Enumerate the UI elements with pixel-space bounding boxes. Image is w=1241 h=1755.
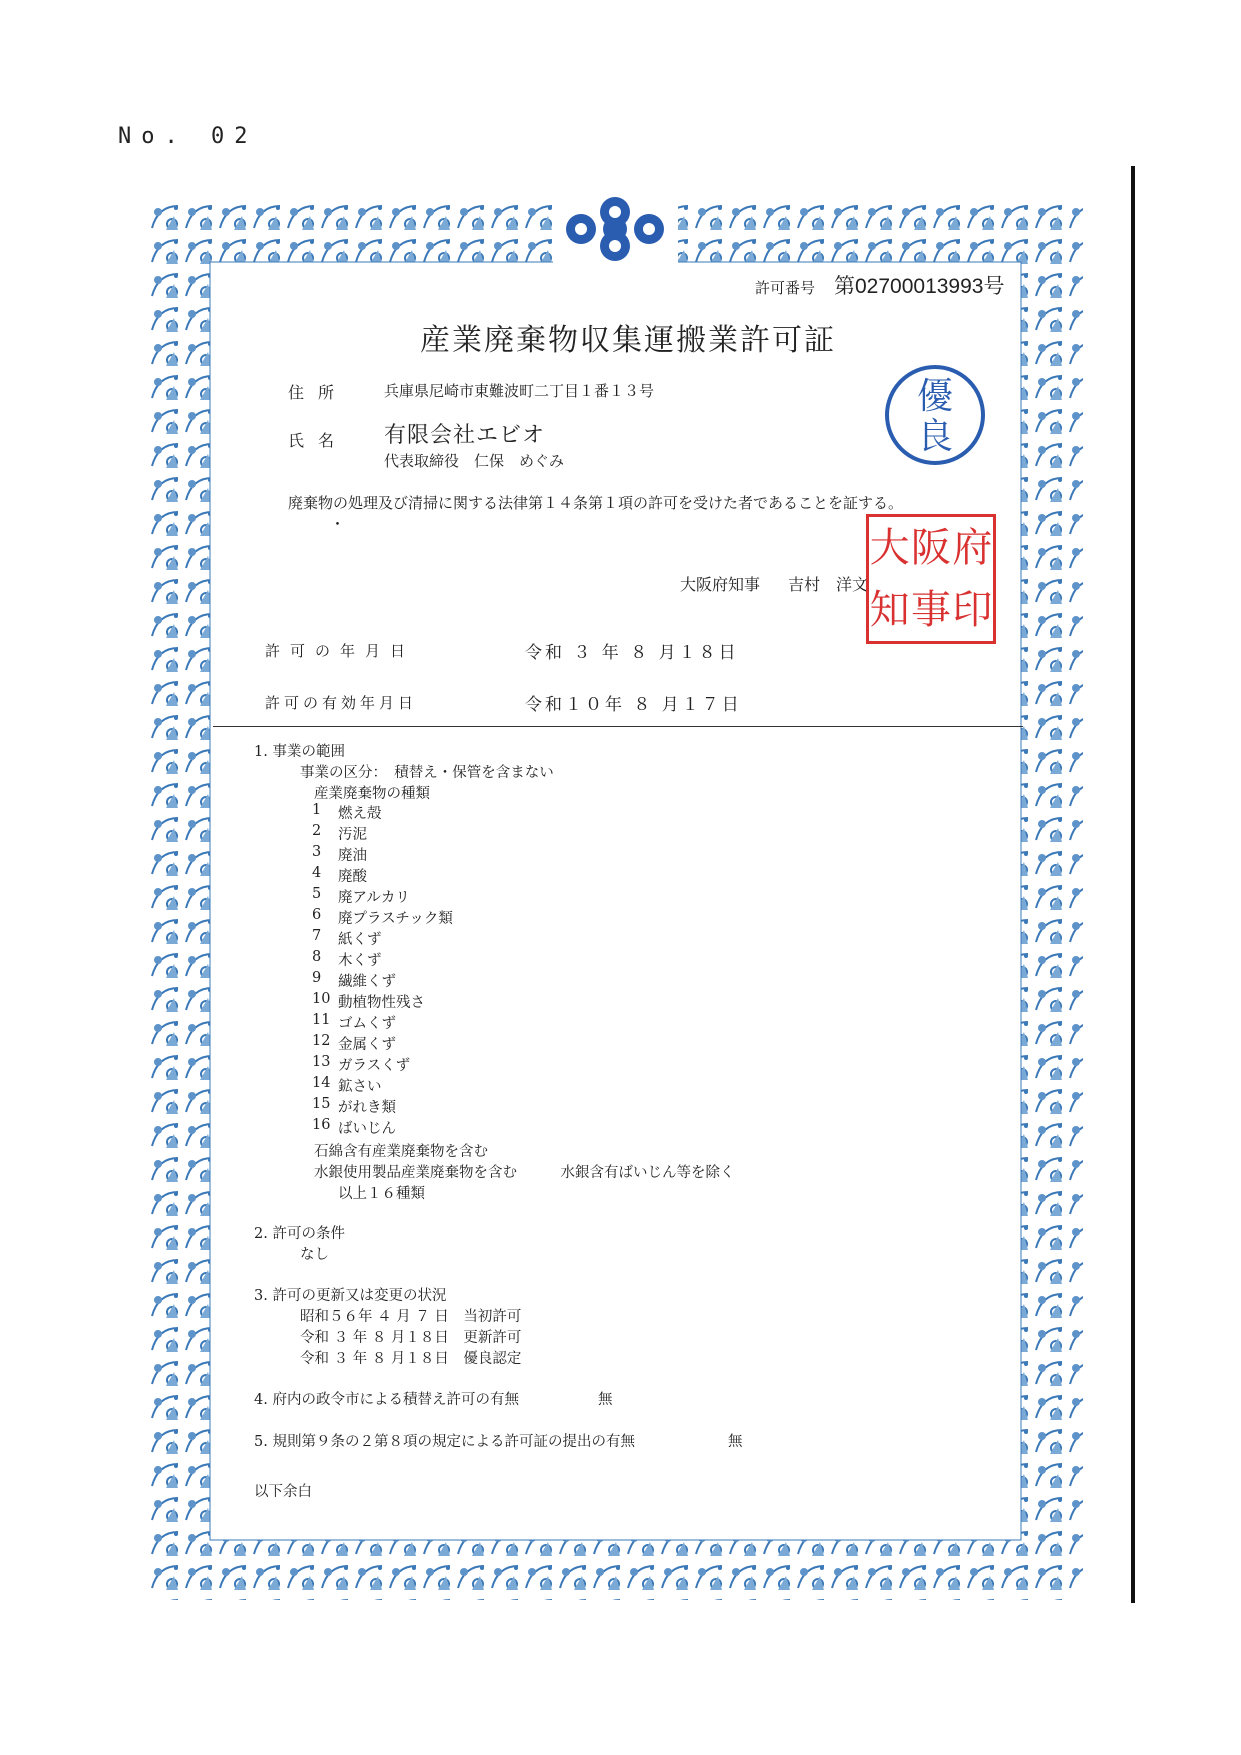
expiry-date-label: 許可の有効年月日 xyxy=(265,694,418,712)
divider xyxy=(213,726,1023,727)
waste-type-number: 15 xyxy=(312,1096,331,1112)
business-category: 事業の区分： 積替え・保管を含まない xyxy=(300,765,554,781)
permit-conditions: なし xyxy=(300,1247,329,1263)
representative: 代表取締役 仁保 めぐみ xyxy=(384,452,565,470)
waste-type-number: 7 xyxy=(312,928,322,944)
waste-type-name: 動植物性残さ xyxy=(338,995,425,1011)
seal-char: 阪 xyxy=(910,525,951,571)
waste-type-name: 金属くず xyxy=(338,1037,396,1053)
section-heading: 1. 事業の範囲 xyxy=(254,744,345,760)
history-row: 令和 ３ 年 ８ 月１８日 優良認定 xyxy=(300,1351,522,1367)
waste-type-number: 13 xyxy=(312,1054,331,1070)
section-value: 無 xyxy=(728,1434,743,1450)
waste-type-number: 3 xyxy=(312,844,322,860)
document-number: No. 02 xyxy=(118,124,258,149)
section-heading: 2. 許可の条件 xyxy=(254,1226,345,1242)
page-title: 産業廃棄物収集運搬業許可証 xyxy=(420,323,836,358)
governor-name: 吉村 洋文 xyxy=(788,575,869,594)
waste-type-number: 14 xyxy=(312,1075,331,1091)
expiry-date: 令和１０年 ８ 月１７日 xyxy=(525,695,742,715)
closing-note: 以下余白 xyxy=(254,1484,312,1500)
waste-type-number: 8 xyxy=(312,949,322,965)
waste-type-name: 廃油 xyxy=(338,848,367,864)
seal-char: 事 xyxy=(910,587,951,633)
mercury-note: 水銀使用製品産業廃棄物を含む 水銀含有ばいじん等を除く xyxy=(314,1165,735,1181)
section-heading: 4. 府内の政令市による積替え許可の有無 xyxy=(254,1392,519,1408)
address-value: 兵庫県尼崎市東難波町二丁目１番１３号 xyxy=(384,382,655,400)
waste-type-name: 廃アルカリ xyxy=(338,890,410,906)
official-red-seal xyxy=(866,514,996,644)
permit-date-label: 許可の年月日 xyxy=(265,642,416,660)
section-value: 無 xyxy=(598,1392,613,1408)
history-row: 令和 ３ 年 ８ 月１８日 更新許可 xyxy=(300,1330,522,1346)
osaka-emblem-icon xyxy=(553,194,678,264)
seal-char: 府 xyxy=(952,525,993,571)
waste-type-name: 鉱さい xyxy=(338,1079,382,1095)
waste-type-name: 繊維くず xyxy=(338,974,396,990)
waste-type-number: 10 xyxy=(312,991,331,1007)
waste-type-name: 木くず xyxy=(338,953,382,969)
permit-number: 第02700013993号 xyxy=(834,275,1005,298)
waste-type-number: 1 xyxy=(312,802,322,818)
seal-char: 大 xyxy=(869,525,910,571)
permit-date: 令和 ３ 年 ８ 月１８日 xyxy=(525,643,739,663)
name-label: 氏名 xyxy=(288,431,349,450)
waste-types-heading: 産業廃棄物の種類 xyxy=(314,786,430,802)
waste-type-name: ガラスくず xyxy=(338,1058,411,1074)
seal-char: 印 xyxy=(952,587,993,633)
permit-number-label: 許可番号 xyxy=(755,279,816,297)
waste-type-total: 以上１６種類 xyxy=(338,1186,425,1202)
waste-type-number: 9 xyxy=(312,970,322,986)
waste-type-number: 11 xyxy=(312,1012,331,1028)
waste-type-number: 5 xyxy=(312,886,322,902)
seal-char: 良 xyxy=(916,416,953,457)
address-label: 住所 xyxy=(288,383,349,402)
margin-rule xyxy=(1131,166,1135,1603)
history-row: 昭和５６年 ４ 月 ７ 日 当初許可 xyxy=(300,1309,522,1325)
waste-type-name: 紙くず xyxy=(338,932,382,948)
seal-char: 優 xyxy=(916,376,953,417)
governor-title: 大阪府知事 xyxy=(680,575,761,594)
certification-text: 廃棄物の処理及び清掃に関する法律第１４条第１項の許可を受けた者であることを証する。 xyxy=(288,494,904,512)
waste-type-number: 6 xyxy=(312,907,322,923)
waste-type-name: 廃酸 xyxy=(338,869,367,885)
section-heading: 5. 規則第９条の２第８項の規定による許可証の提出の有無 xyxy=(254,1434,635,1450)
waste-type-name: 燃え殻 xyxy=(338,806,382,822)
waste-type-name: 廃プラスチック類 xyxy=(338,911,453,927)
asbestos-note: 石綿含有産業廃棄物を含む xyxy=(314,1144,488,1160)
waste-type-name: 汚泥 xyxy=(338,827,367,843)
stray-mark: ・ xyxy=(330,515,346,533)
excellent-operator-seal xyxy=(885,365,985,465)
waste-type-number: 4 xyxy=(312,865,322,881)
company-name: 有限会社エビオ xyxy=(384,423,546,448)
waste-type-number: 16 xyxy=(312,1117,331,1133)
waste-type-name: ゴムくず xyxy=(338,1016,396,1032)
section-heading: 3. 許可の更新又は変更の状況 xyxy=(254,1288,447,1304)
waste-type-number: 2 xyxy=(312,823,322,839)
waste-type-name: がれき類 xyxy=(338,1100,396,1116)
waste-type-name: ばいじん xyxy=(338,1121,396,1137)
waste-type-number: 12 xyxy=(312,1033,331,1049)
seal-char: 知 xyxy=(869,587,910,633)
